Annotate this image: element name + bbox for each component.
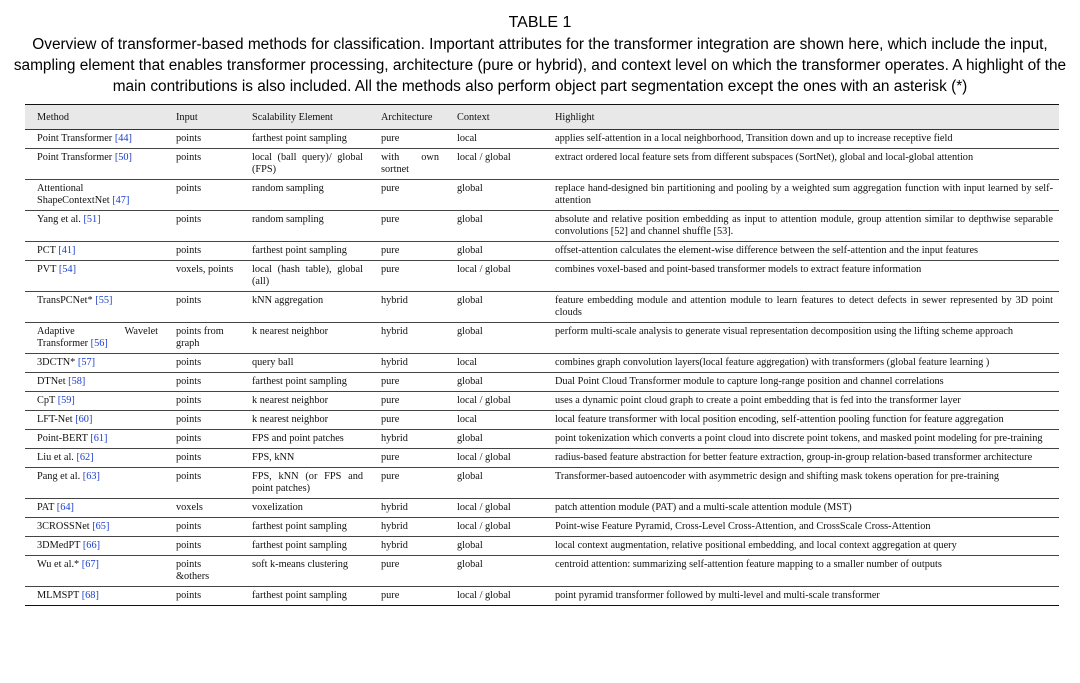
method-name: TransPCNet*	[37, 295, 96, 306]
cell-input: points &others	[164, 556, 240, 587]
cell-context: local / global	[445, 587, 543, 606]
cell-method	[25, 499, 164, 518]
cell-highlight: extract ordered local feature sets from different subspaces (SortNet), global and local-global attention	[543, 149, 1059, 180]
cell-input: points	[164, 468, 240, 499]
citation-link[interactable]: [47]	[112, 195, 130, 206]
cell-method	[25, 261, 164, 292]
cell-architecture: pure	[369, 242, 445, 261]
cell-context: local	[445, 354, 543, 373]
table-caption: Overview of transformer-based methods for classification. Important attributes for the transformer integration are shown here, which include the input, sampling element that enables transformer processing, architecture (pure or hybrid), and context level on which the transformer operates. A highlight of the main contributions is also included. All the methods also perform object part segmentation except the ones with an asterisk (*)	[13, 36, 1067, 95]
cell-architecture: hybrid	[369, 323, 445, 354]
cell-method	[25, 411, 164, 430]
cell-highlight: centroid attention: summarizing self-attention feature mapping to a smaller number of outputs	[543, 556, 1059, 587]
cell-highlight: local feature transformer with local position encoding, self-attention pooling function for feature aggregation	[543, 411, 1059, 430]
method-name: Wu et al.*	[37, 559, 82, 570]
cell-context: local	[445, 411, 543, 430]
cell-scalability: k nearest neighbor	[240, 411, 369, 430]
citation-link[interactable]: [56]	[90, 338, 108, 349]
cell-context: local / global	[445, 499, 543, 518]
method-name: Point Transformer	[37, 152, 115, 163]
cell-highlight: combines graph convolution layers(local feature aggregation) with transformers (global feature learning )	[543, 354, 1059, 373]
citation-link[interactable]: [50]	[114, 152, 132, 163]
cell-input: points	[164, 430, 240, 449]
cell-context: local / global	[445, 149, 543, 180]
cell-scalability: farthest point sampling	[240, 587, 369, 606]
table-row	[25, 499, 1059, 518]
cell-context: local / global	[445, 449, 543, 468]
cell-scalability: local (ball query)/ global (FPS)	[240, 149, 369, 180]
cell-architecture: hybrid	[369, 537, 445, 556]
cell-highlight: absolute and relative position embedding as input to attention module, group attention similar to depthwise separable convolutions [52] and channel shuffle [53].	[543, 211, 1059, 242]
cell-input: points	[164, 518, 240, 537]
cell-context: global	[445, 556, 543, 587]
method-name: Adaptive Wavelet Transformer	[37, 326, 158, 349]
cell-context: local / global	[445, 392, 543, 411]
cell-input: points	[164, 392, 240, 411]
cell-highlight: Point-wise Feature Pyramid, Cross-Level Cross-Attention, and CrossScale Cross-Attention	[543, 518, 1059, 537]
citation-link[interactable]: [64]	[56, 502, 74, 513]
table-header-row	[25, 105, 1059, 130]
cell-scalability: FPS, kNN	[240, 449, 369, 468]
cell-highlight: feature embedding module and attention module to learn features to detect defects in sewer represented by 3D point clouds	[543, 292, 1059, 323]
cell-scalability: voxelization	[240, 499, 369, 518]
cell-input: points	[164, 242, 240, 261]
cell-highlight: combines voxel-based and point-based transformer models to extract feature information	[543, 261, 1059, 292]
cell-context: global	[445, 211, 543, 242]
method-name: Yang et al.	[37, 214, 84, 225]
citation-link[interactable]: [67]	[81, 559, 99, 570]
cell-highlight: perform multi-scale analysis to generate visual representation decomposition using the lifting scheme approach	[543, 323, 1059, 354]
method-name: Pang et al.	[37, 471, 83, 482]
table-row	[25, 354, 1059, 373]
methods-table	[25, 104, 1059, 606]
cell-method	[25, 537, 164, 556]
citation-link[interactable]: [54]	[58, 264, 76, 275]
table-row	[25, 430, 1059, 449]
cell-method	[25, 468, 164, 499]
column-header-input: Input	[164, 105, 240, 130]
cell-method	[25, 518, 164, 537]
cell-context: global	[445, 430, 543, 449]
cell-architecture: pure	[369, 392, 445, 411]
table-row	[25, 468, 1059, 499]
column-header-context: Context	[445, 105, 543, 130]
cell-method	[25, 180, 164, 211]
cell-highlight: applies self-attention in a local neighborhood, Transition down and up to increase receptive field	[543, 130, 1059, 149]
column-header-highlight: Highlight	[543, 105, 1059, 130]
cell-architecture: pure	[369, 468, 445, 499]
cell-architecture: hybrid	[369, 518, 445, 537]
table-row	[25, 537, 1059, 556]
table-label: TABLE 1	[508, 14, 572, 31]
cell-scalability: k nearest neighbor	[240, 323, 369, 354]
cell-context: global	[445, 323, 543, 354]
cell-method	[25, 373, 164, 392]
cell-input: voxels	[164, 499, 240, 518]
method-name: Point-BERT	[37, 433, 91, 444]
cell-scalability: farthest point sampling	[240, 242, 369, 261]
cell-architecture: hybrid	[369, 430, 445, 449]
table-row	[25, 449, 1059, 468]
cell-architecture: pure	[369, 556, 445, 587]
cell-input: points	[164, 354, 240, 373]
cell-scalability: soft k-means clustering	[240, 556, 369, 587]
column-header-scalability: Scalability Element	[240, 105, 369, 130]
cell-scalability: FPS and point patches	[240, 430, 369, 449]
cell-method	[25, 211, 164, 242]
method-name: 3DCTN*	[37, 357, 78, 368]
citation-link[interactable]: [68]	[81, 590, 99, 601]
cell-highlight: Transformer-based autoencoder with asymmetric design and shifting mask tokens operation for pre-training	[543, 468, 1059, 499]
cell-scalability: FPS, kNN (or FPS and point patches)	[240, 468, 369, 499]
cell-method	[25, 392, 164, 411]
cell-context: local	[445, 130, 543, 149]
cell-highlight: radius-based feature abstraction for better feature extraction, group-in-group relation-based transformer architecture	[543, 449, 1059, 468]
cell-input: points	[164, 587, 240, 606]
cell-method	[25, 323, 164, 354]
cell-method	[25, 430, 164, 449]
cell-method	[25, 354, 164, 373]
cell-scalability: kNN aggregation	[240, 292, 369, 323]
citation-link[interactable]: [65]	[92, 521, 110, 532]
citation-link[interactable]: [66]	[82, 540, 101, 551]
table-row	[25, 411, 1059, 430]
cell-architecture: pure	[369, 373, 445, 392]
citation-link[interactable]: [44]	[114, 133, 132, 144]
cell-scalability: random sampling	[240, 211, 369, 242]
cell-architecture: hybrid	[369, 499, 445, 518]
cell-input: points	[164, 373, 240, 392]
citation-link[interactable]: [58]	[68, 376, 86, 387]
cell-method	[25, 242, 164, 261]
cell-highlight: uses a dynamic point cloud graph to create a point embedding that is fed into the transformer layer	[543, 392, 1059, 411]
cell-highlight: point pyramid transformer followed by multi-level and multi-scale transformer	[543, 587, 1059, 606]
table-row	[25, 587, 1059, 606]
cell-input: points	[164, 292, 240, 323]
table-row	[25, 323, 1059, 354]
table-row	[25, 149, 1059, 180]
cell-context: global	[445, 537, 543, 556]
cell-input: points	[164, 411, 240, 430]
citation-link[interactable]: [41]	[58, 245, 76, 256]
table-row	[25, 261, 1059, 292]
cell-architecture: pure	[369, 411, 445, 430]
table-row	[25, 518, 1059, 537]
citation-link[interactable]: [57]	[77, 357, 96, 368]
cell-input: points	[164, 537, 240, 556]
table-row	[25, 242, 1059, 261]
citation-link[interactable]: [51]	[83, 214, 101, 225]
cell-scalability: k nearest neighbor	[240, 392, 369, 411]
citation-link[interactable]: [55]	[95, 295, 113, 306]
cell-context: global	[445, 242, 543, 261]
citation-link[interactable]: [62]	[76, 452, 94, 463]
method-name: CpT	[37, 395, 58, 406]
citation-link[interactable]: [59]	[57, 395, 75, 406]
method-name: PCT	[37, 245, 59, 256]
table-row	[25, 130, 1059, 149]
cell-input: points	[164, 449, 240, 468]
cell-architecture: pure	[369, 449, 445, 468]
cell-architecture: pure	[369, 587, 445, 606]
table-row	[25, 211, 1059, 242]
citation-link[interactable]: [63]	[82, 471, 100, 482]
cell-architecture: hybrid	[369, 292, 445, 323]
cell-method	[25, 556, 164, 587]
cell-input: voxels, points	[164, 261, 240, 292]
method-name: PAT	[37, 502, 57, 513]
cell-scalability: random sampling	[240, 180, 369, 211]
table-row	[25, 556, 1059, 587]
cell-highlight: patch attention module (PAT) and a multi-scale attention module (MST)	[543, 499, 1059, 518]
table-row	[25, 292, 1059, 323]
method-name: Point Transformer	[37, 133, 115, 144]
method-name: DTNet	[37, 376, 69, 387]
cell-architecture: pure	[369, 211, 445, 242]
cell-context: global	[445, 180, 543, 211]
method-name: LFT-Net	[37, 414, 76, 425]
cell-scalability: farthest point sampling	[240, 537, 369, 556]
method-name: MLMSPT	[37, 590, 82, 601]
cell-highlight: point tokenization which converts a point cloud into discrete point tokens, and masked point modeling for pre-training	[543, 430, 1059, 449]
cell-input: points	[164, 180, 240, 211]
cell-highlight: replace hand-designed bin partitioning and pooling by a weighted sum aggregation function with input learned by self-attention	[543, 180, 1059, 211]
column-header-method: Method	[25, 105, 164, 130]
cell-method	[25, 587, 164, 606]
cell-method	[25, 130, 164, 149]
citation-link[interactable]: [61]	[90, 433, 108, 444]
cell-scalability: farthest point sampling	[240, 130, 369, 149]
column-header-architecture: Architecture	[369, 105, 445, 130]
cell-scalability: query ball	[240, 354, 369, 373]
cell-method	[25, 449, 164, 468]
cell-highlight: Dual Point Cloud Transformer module to capture long-range position and channel correlations	[543, 373, 1059, 392]
method-name: PVT	[37, 264, 59, 275]
cell-scalability: local (hash table), global (all)	[240, 261, 369, 292]
table-row	[25, 373, 1059, 392]
cell-input: points	[164, 130, 240, 149]
cell-context: local / global	[445, 518, 543, 537]
method-name: 3DMedPT	[37, 540, 83, 551]
cell-architecture: hybrid	[369, 354, 445, 373]
table-body	[25, 130, 1059, 606]
cell-scalability: farthest point sampling	[240, 373, 369, 392]
cell-input: points from graph	[164, 323, 240, 354]
method-name: 3CROSSNet	[37, 521, 93, 532]
cell-context: global	[445, 468, 543, 499]
method-name: Liu et al.	[37, 452, 77, 463]
cell-context: global	[445, 292, 543, 323]
cell-architecture: pure	[369, 130, 445, 149]
cell-architecture: pure	[369, 180, 445, 211]
table-row	[25, 392, 1059, 411]
cell-architecture: pure	[369, 261, 445, 292]
cell-input: points	[164, 149, 240, 180]
table-row	[25, 180, 1059, 211]
cell-highlight: local context augmentation, relative positional embedding, and local context aggregation at query	[543, 537, 1059, 556]
cell-architecture: with own sortnet	[369, 149, 445, 180]
citation-link[interactable]: [60]	[75, 414, 93, 425]
cell-method	[25, 292, 164, 323]
cell-method	[25, 149, 164, 180]
method-name: Attentional ShapeContextNet	[37, 183, 113, 206]
cell-scalability: farthest point sampling	[240, 518, 369, 537]
cell-context: local / global	[445, 261, 543, 292]
cell-context: global	[445, 373, 543, 392]
cell-input: points	[164, 211, 240, 242]
cell-highlight: offset-attention calculates the element-wise difference between the self-attention and the input features	[543, 242, 1059, 261]
